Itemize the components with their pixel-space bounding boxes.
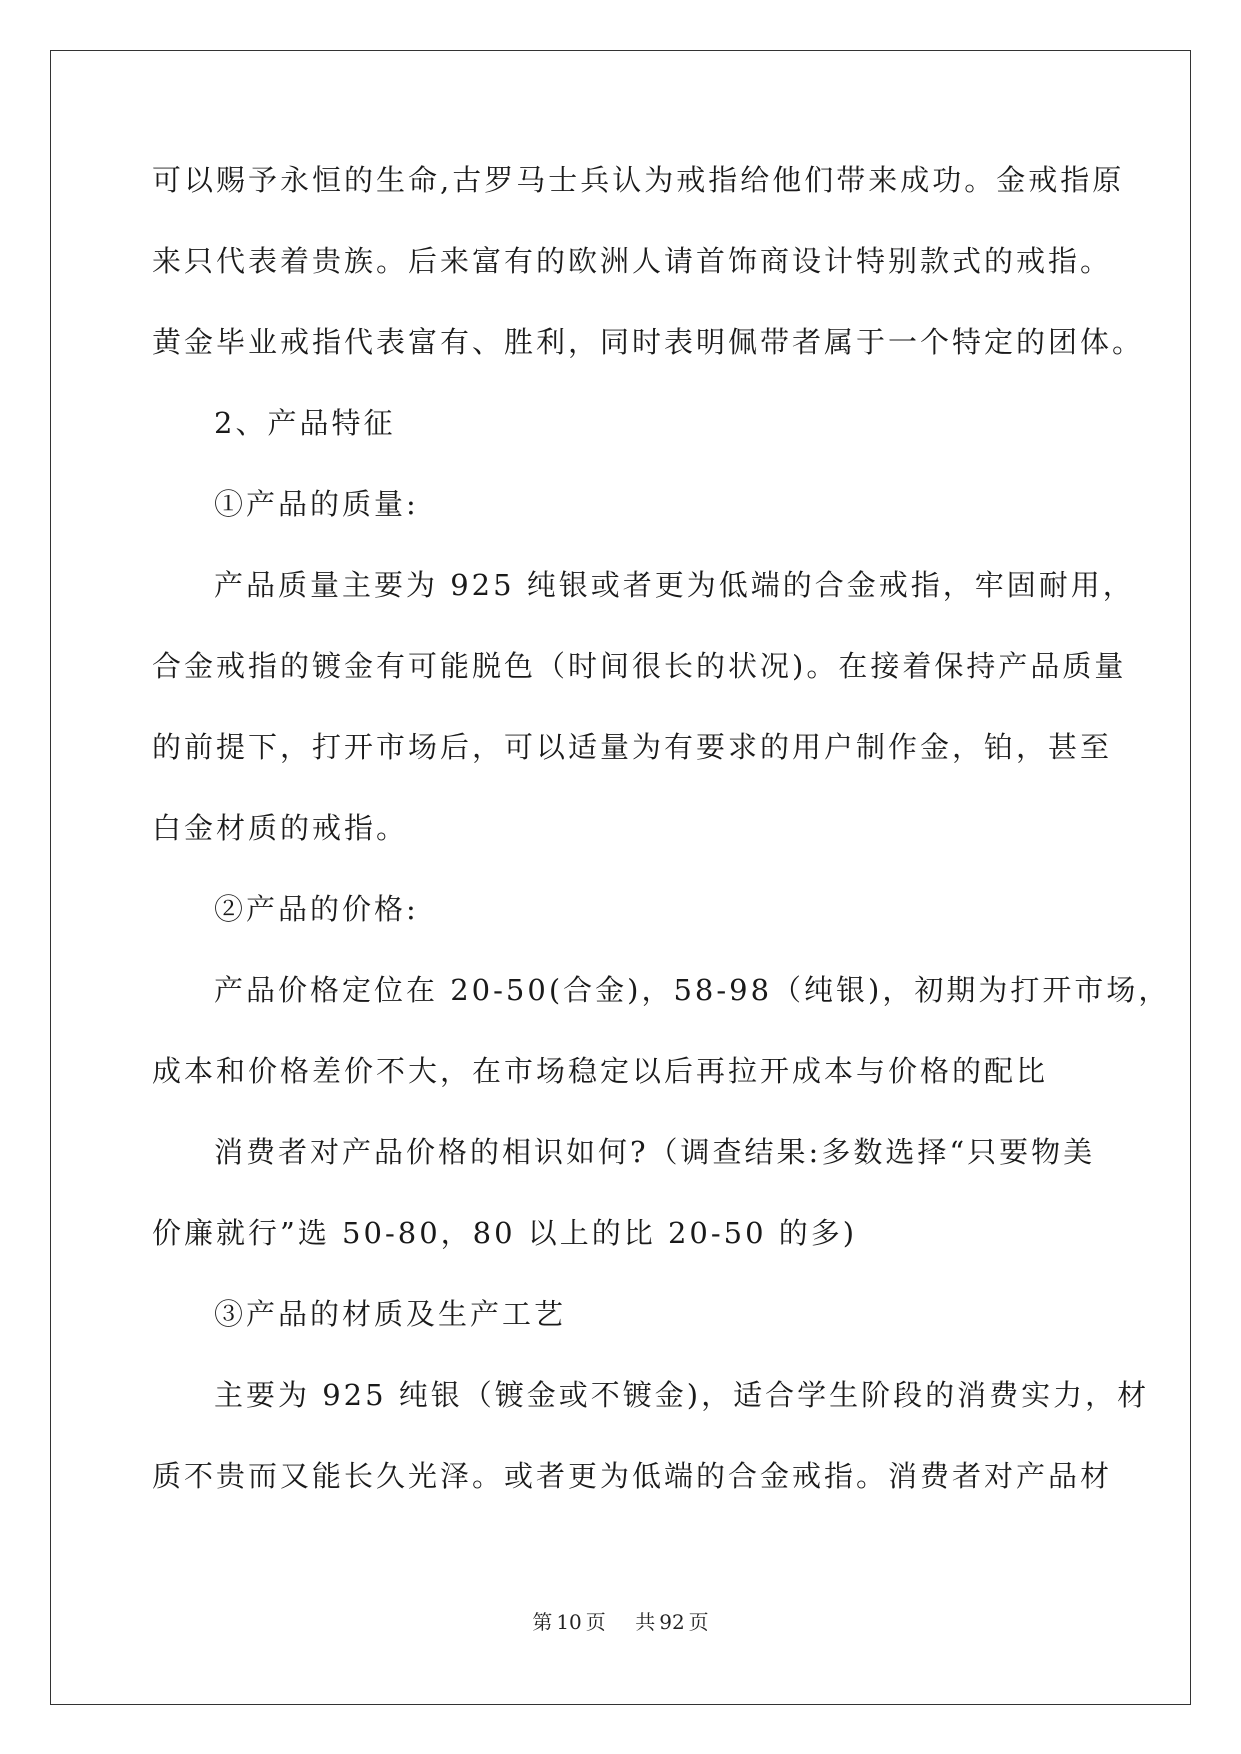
text-line: 黄金毕业戒指代表富有、胜利，同时表明佩带者属于一个特定的团体。 (152, 325, 1145, 359)
text-line: 产品质量主要为 925 纯银或者更为低端的合金戒指，牢固耐用， (214, 568, 1135, 602)
text-line: 白金材质的戒指。 (152, 811, 409, 845)
text-line: 成本和价格差价不大，在市场稳定以后再拉开成本与价格的配比 (152, 1054, 1049, 1088)
text-line: 合金戒指的镀金有可能脱色（时间很长的状况)。在接着保持产品质量 (152, 649, 1127, 683)
text-line: 价廉就行”选 50-80，80 以上的比 20-50 的多) (152, 1216, 858, 1250)
text-line: 消费者对产品价格的相识如何?（调查结果:多数选择“只要物美 (214, 1135, 1096, 1169)
subsection-heading: ③产品的材质及生产工艺 (214, 1297, 567, 1331)
text-line: 的前提下，打开市场后，可以适量为有要求的用户制作金，铂，甚至 (152, 730, 1113, 764)
page-suffix: 页 (585, 1610, 606, 1634)
section-heading: 2、产品特征 (214, 406, 396, 440)
subsection-heading: ①产品的质量: (214, 487, 419, 521)
total-suffix: 页 (688, 1610, 709, 1634)
subsection-heading: ②产品的价格: (214, 892, 419, 926)
page-footer (0, 1610, 1241, 1634)
total-pages: 92 (659, 1610, 685, 1634)
page-prefix: 第 (532, 1610, 553, 1634)
text-line: 产品价格定位在 20-50(合金)，58-98（纯银)，初期为打开市场， (214, 973, 1171, 1007)
text-line: 主要为 925 纯银（镀金或不镀金)，适合学生阶段的消费实力，材 (214, 1378, 1150, 1412)
text-line: 来只代表着贵族。后来富有的欧洲人请首饰商设计特别款式的戒指。 (152, 244, 1113, 278)
total-prefix: 共 (635, 1610, 656, 1634)
page-number: 10 (556, 1610, 582, 1634)
text-line: 质不贵而又能长久光泽。或者更为低端的合金戒指。消费者对产品材 (152, 1459, 1113, 1493)
text-line: 可以赐予永恒的生命,古罗马士兵认为戒指给他们带来成功。金戒指原 (152, 163, 1125, 197)
